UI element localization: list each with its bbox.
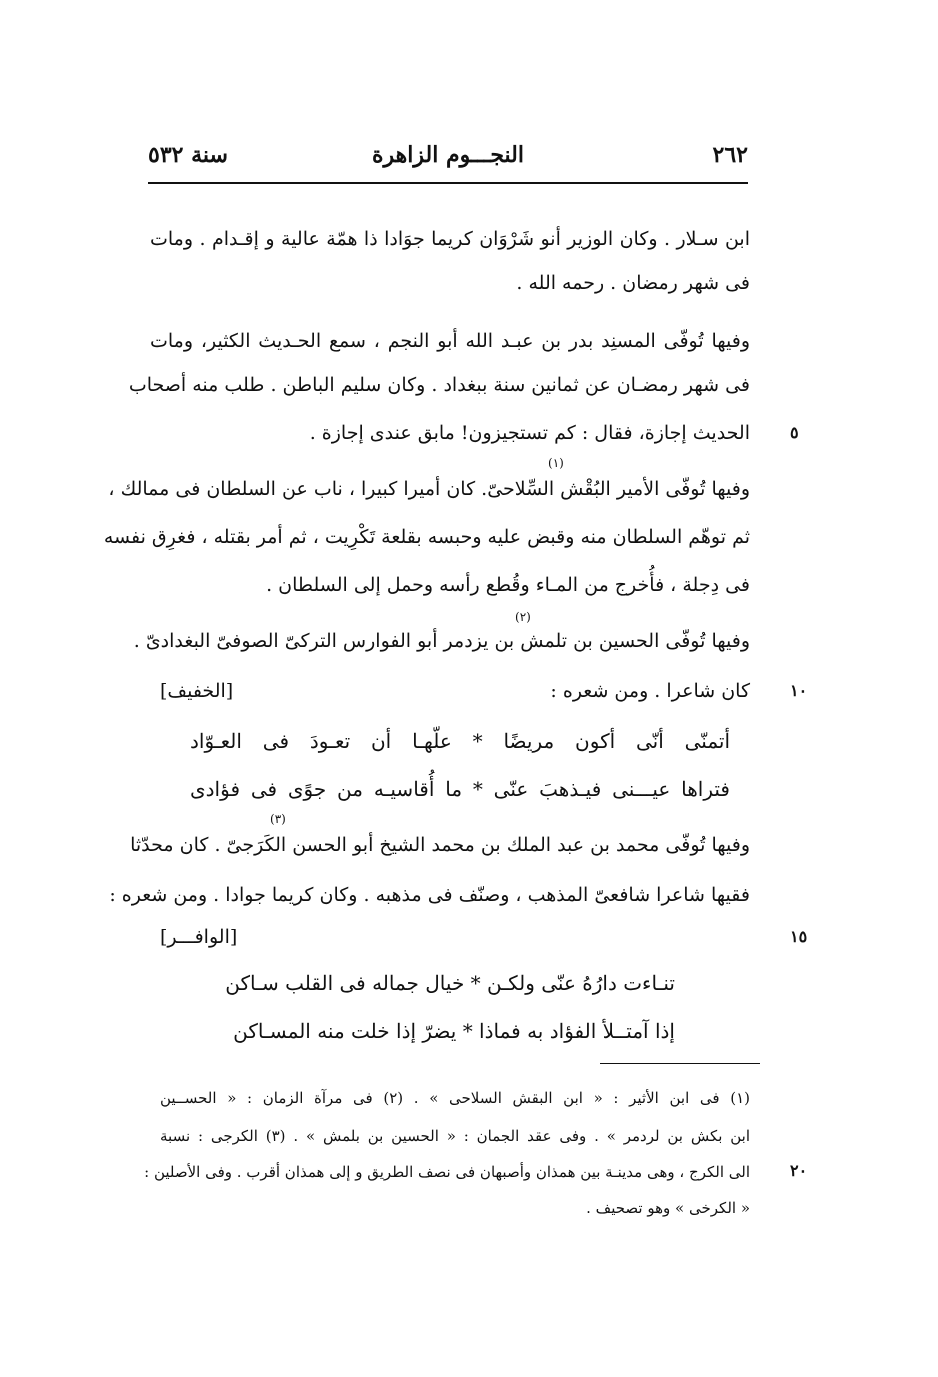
margin-line-number: ١٠	[790, 681, 808, 700]
footnote-mark: (٢)	[515, 610, 531, 624]
body-line: فى شهر رمضـان عن ثمانين سنة ببغداد . وكان سليم الباطن . طلب منه أصحاب	[128, 374, 750, 396]
footnote-line: « الكرخى » وهو تصحيف .	[586, 1199, 750, 1217]
poem-verse: أتمنّى أنّى أكون مريضًا * علّهـا أن تعـودَ فى العـوّاد	[190, 729, 730, 753]
margin-line-number: ٢٠	[790, 1161, 808, 1180]
body-line: وفيها تُوفّى الحسين بن تلمش بن يزدمر أبو الفوارس التركىّ الصوفىّ البغدادىّ .	[133, 630, 750, 652]
poem-verse: تنـاءت دارُهُ عنّى ولكـن * خيال جماله فى القلب سـاكن	[225, 971, 675, 995]
footnote-rule	[600, 1063, 760, 1064]
page-header	[148, 142, 748, 178]
poem-verse: فتراها عيـــنى فيـذهبَ عنّى * ما أُقاسيـه من جوًى فى فؤادى	[190, 777, 730, 801]
page-number: ٢٦٢	[712, 142, 748, 168]
body-line: فقيها شاعرا شافعىّ المذهب ، وصنّف فى مذهبه . وكان كريما جوادا . ومن شعره :	[109, 884, 750, 906]
body-line: وفيها تُوفّى المسنِد بدر بن عبـد الله أبو النجم ، سمع الحـديث الكثير، ومات	[150, 330, 750, 352]
year-heading: سنة ٥٣٢	[148, 142, 228, 168]
body-line: ثم توهّم السلطان منه وقبض عليه وحبسه بقلعة تَكْرِيت ، ثم أمر بقتله ، فغرِق نفسه	[103, 526, 750, 548]
footnote-line: الى الكرج ، وهى مدينـة بين همذان وأصبهان فى نصف الطريق و إلى همذان أقرب . وفى الأصلين :	[144, 1163, 750, 1181]
body-line: فى شهر رمضان . رحمه الله .	[516, 272, 750, 294]
poetic-meter-label: [الوافـــر]	[160, 926, 238, 948]
body-line: وفيها تُوفّى محمد بن عبد الملك بن محمد الشيخ أبو الحسن الكَرَجىّ . كان محدّثا	[130, 834, 750, 856]
body-line: ابن سـلار . وكان الوزير أنو شَرْوَان كريما جوَادا ذا همّة عالية و إقـدام . ومات	[150, 228, 750, 250]
header-rule	[148, 182, 748, 184]
body-line: فى دِجلة ، فأُخرج من المـاء وقُطع رأسه وحمل إلى السلطان .	[266, 574, 750, 596]
body-line: وفيها تُوفّى الأمير البُقْش السِّلاحىّ. كان أميرا كبيرا ، ناب عن السلطان فى ممالك ،	[108, 478, 750, 500]
footnote-mark: (٣)	[270, 812, 286, 826]
book-title: النجـــوم الزاهرة	[372, 142, 524, 168]
footnote-line: ابن بكش بن لردمر » . وفى عقد الجمان : « الحسين بن بلمش » . (٣) الكرجى : نسبة	[160, 1127, 750, 1145]
margin-line-number: ٥	[790, 423, 799, 442]
footnote-line: (١) فى ابن الأثير : « ابن البقش السلاحى » . (٢) فى مرآة الزمان : « الحســين	[160, 1089, 750, 1107]
poetic-meter-label: [الخفيف]	[160, 680, 234, 702]
poem-verse: إذا آمتــلأ الفؤاد به فماذا * يضرّ إذا خلت منه المسـاكن	[233, 1019, 675, 1043]
margin-line-number: ١٥	[790, 927, 808, 946]
body-line: كان شاعرا . ومن شعره :	[550, 680, 750, 702]
body-line: الحديث إجازة، فقال : كم تستجيزون! مابق عندى إجازة .	[309, 422, 750, 444]
footnote-mark: (١)	[548, 456, 564, 470]
